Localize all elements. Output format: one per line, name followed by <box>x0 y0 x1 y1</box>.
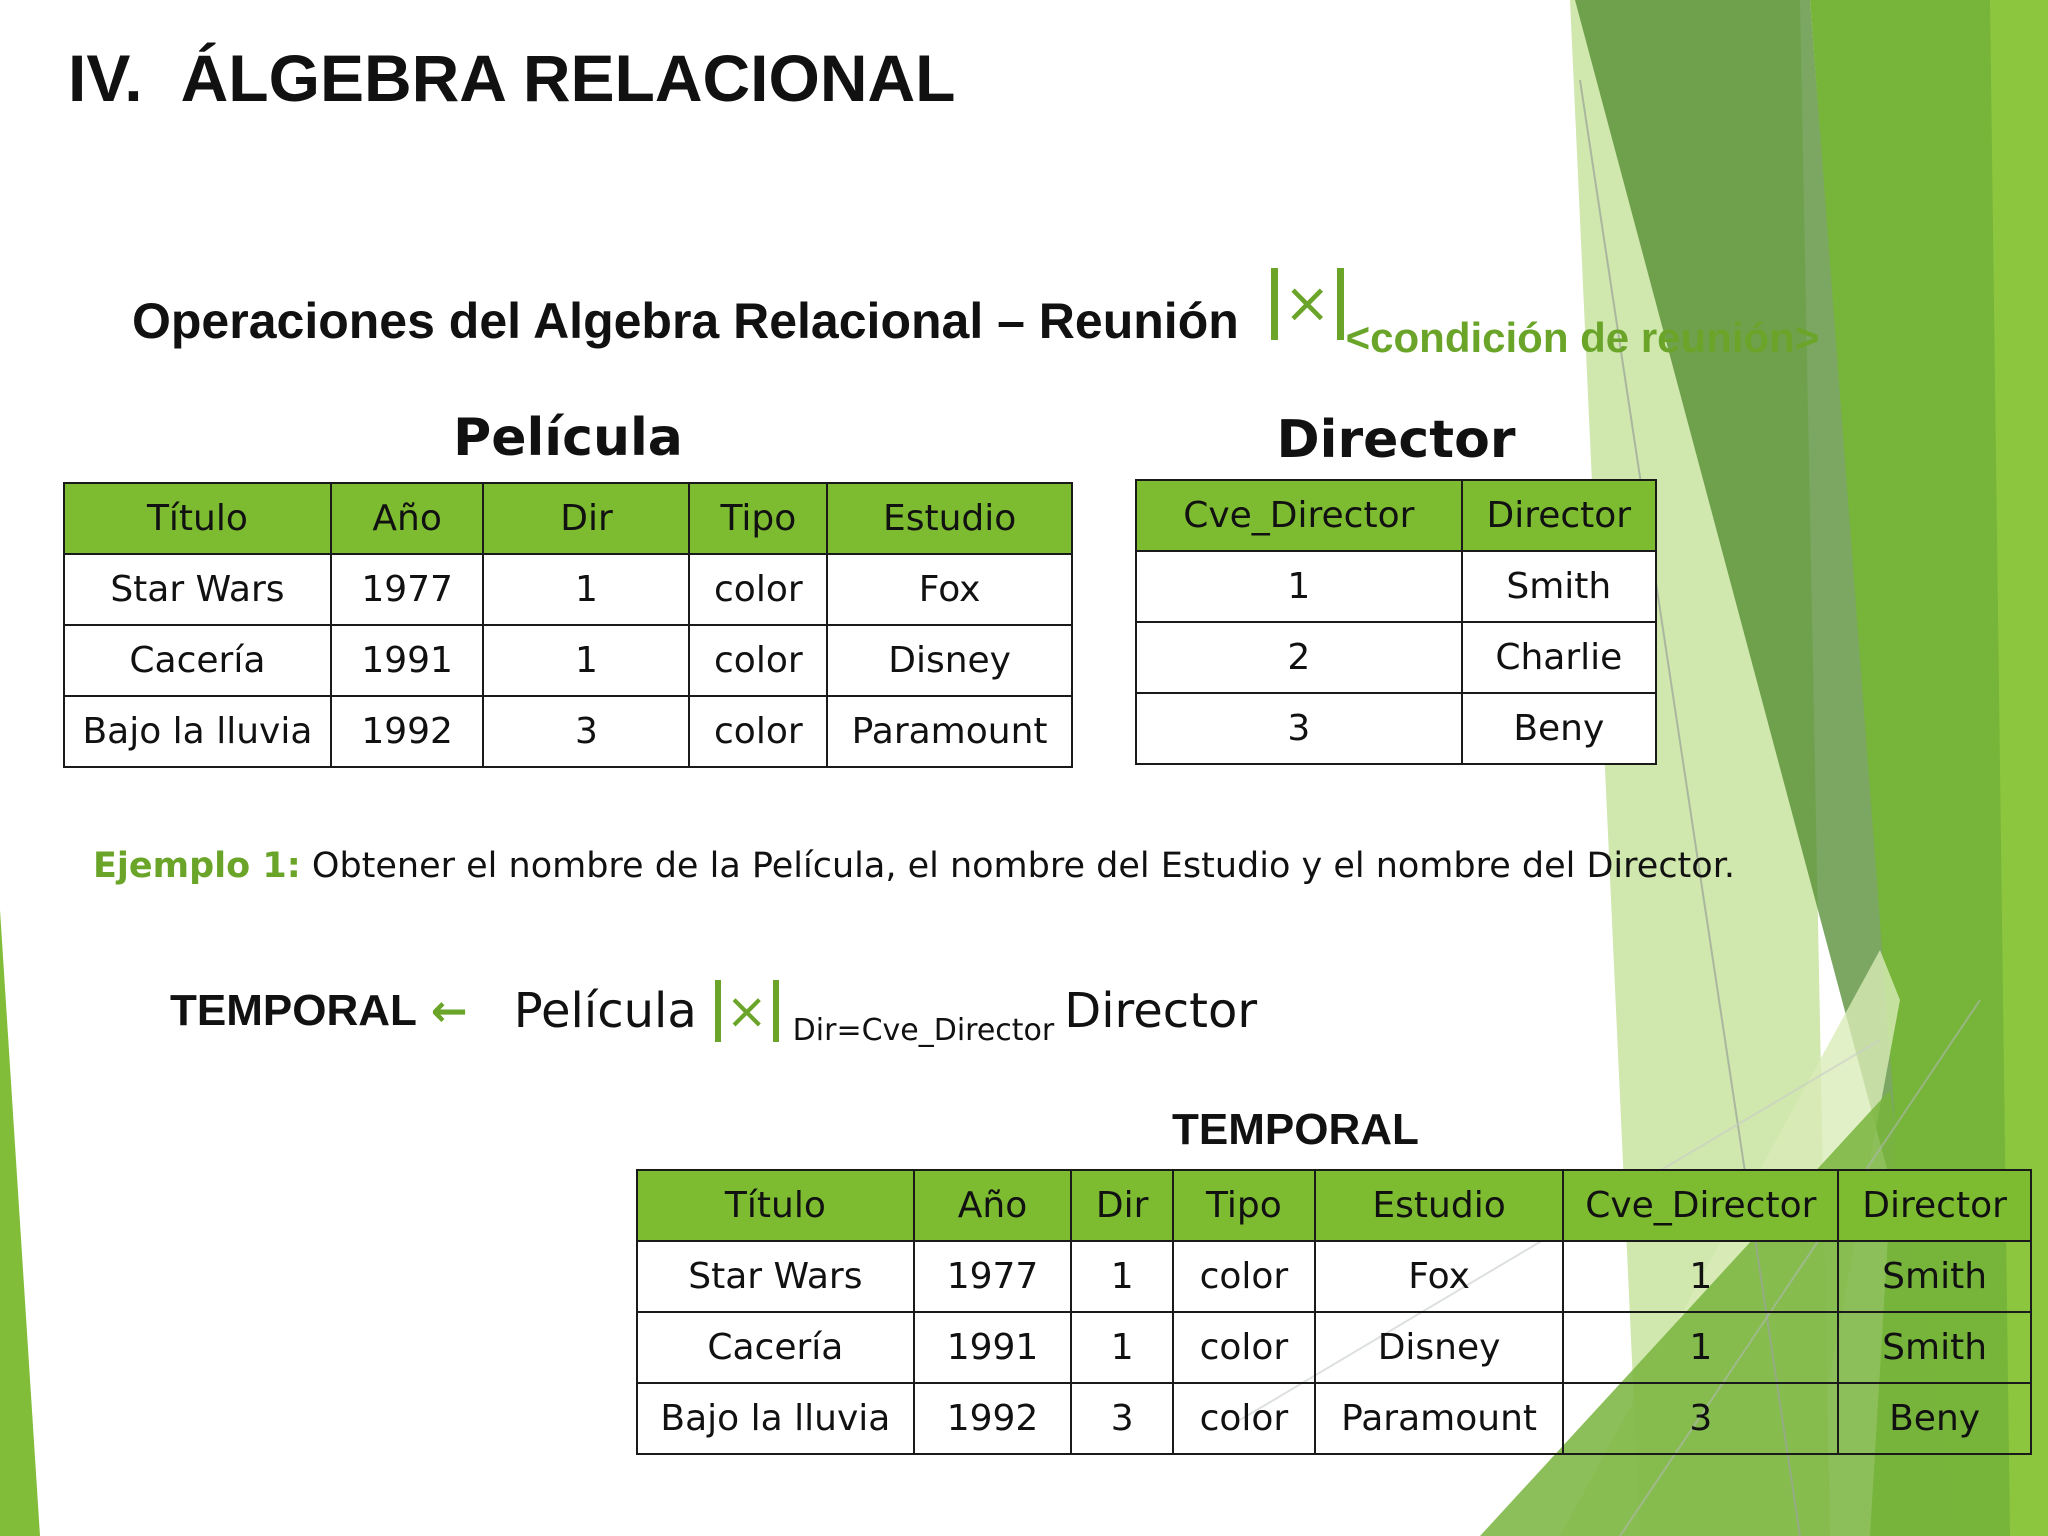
column-header: Año <box>331 483 484 554</box>
table-cell: 1 <box>1563 1241 1838 1312</box>
pelicula-table <box>63 482 1073 768</box>
table-row <box>637 1312 2031 1383</box>
table-cell: 1 <box>1563 1312 1838 1383</box>
table-cell: Disney <box>1315 1312 1564 1383</box>
table-cell: Bajo la lluvia <box>64 696 331 767</box>
table-row <box>64 625 1072 696</box>
table-header-row <box>637 1170 2031 1241</box>
table-cell: Fox <box>1315 1241 1564 1312</box>
column-header: Título <box>64 483 331 554</box>
temporal-table <box>636 1169 2032 1455</box>
table-cell: 1 <box>483 554 689 625</box>
table-cell: color <box>1173 1241 1315 1312</box>
column-header: Cve_Director <box>1563 1170 1838 1241</box>
table-row <box>637 1241 2031 1312</box>
table-cell: Star Wars <box>637 1241 914 1312</box>
expression-left-relation: Película <box>513 983 697 1039</box>
bg-shape-left <box>0 910 40 1536</box>
table-cell: Disney <box>827 625 1072 696</box>
table-row <box>1136 622 1656 693</box>
expression-target: TEMPORAL <box>170 986 417 1035</box>
table-cell: Fox <box>827 554 1072 625</box>
table-cell: Charlie <box>1462 622 1656 693</box>
table-cell: 2 <box>1136 622 1462 693</box>
slide-number: IV. <box>68 41 143 115</box>
expression-condition: Dir=Cve_Director <box>792 1013 1055 1048</box>
table-row <box>1136 693 1656 764</box>
example-text: Obtener el nombre de la Película, el nombre del Estudio y el nombre del Director. <box>311 846 1735 886</box>
table-cell: 1991 <box>331 625 484 696</box>
table-cell: Smith <box>1838 1312 2031 1383</box>
table-cell: color <box>689 696 827 767</box>
table-cell: Cacería <box>637 1312 914 1383</box>
assign-arrow-icon: ← <box>430 985 468 1037</box>
section-subtitle <box>132 268 1819 362</box>
table-cell: Beny <box>1462 693 1656 764</box>
table-cell: color <box>689 554 827 625</box>
table-cell: Beny <box>1838 1383 2031 1454</box>
column-header: Estudio <box>1315 1170 1564 1241</box>
column-header: Tipo <box>689 483 827 554</box>
table-cell: 3 <box>1071 1383 1173 1454</box>
column-header: Dir <box>483 483 689 554</box>
table-cell: 1992 <box>331 696 484 767</box>
table-cell: 1977 <box>914 1241 1072 1312</box>
table-cell: color <box>1173 1383 1315 1454</box>
table-cell: 1 <box>1071 1312 1173 1383</box>
table-cell: 1991 <box>914 1312 1072 1383</box>
table-cell: Paramount <box>1315 1383 1564 1454</box>
table-header-row <box>1136 480 1656 551</box>
table-cell: Cacería <box>64 625 331 696</box>
join-symbol-icon: × <box>1271 268 1344 340</box>
table-row <box>637 1383 2031 1454</box>
table-cell: Smith <box>1462 551 1656 622</box>
column-header: Director <box>1838 1170 2031 1241</box>
table-cell: Paramount <box>827 696 1072 767</box>
slide-title-text: ÁLGEBRA RELACIONAL <box>180 41 956 115</box>
column-header: Estudio <box>827 483 1072 554</box>
column-header: Título <box>637 1170 914 1241</box>
table-cell: color <box>689 625 827 696</box>
subtitle-text: Operaciones del Algebra Relacional – Reunión <box>132 293 1239 349</box>
table-cell: 3 <box>483 696 689 767</box>
table-cell: 1992 <box>914 1383 1072 1454</box>
table-cell: Star Wars <box>64 554 331 625</box>
expression-right-relation: Director <box>1064 983 1258 1039</box>
join-condition-label: <condición de reunión> <box>1345 314 1820 361</box>
table-cell: 1 <box>483 625 689 696</box>
table-row <box>1136 551 1656 622</box>
table-cell: 1977 <box>331 554 484 625</box>
table-cell: 3 <box>1136 693 1462 764</box>
table-cell: 1 <box>1136 551 1462 622</box>
table-cell: Smith <box>1838 1241 2031 1312</box>
column-header: Dir <box>1071 1170 1173 1241</box>
example-label: Ejemplo 1: <box>93 846 301 886</box>
table-header-row <box>64 483 1072 554</box>
join-symbol-icon: × <box>715 980 779 1042</box>
table-row <box>64 696 1072 767</box>
table-cell: color <box>1173 1312 1315 1383</box>
table-cell: Bajo la lluvia <box>637 1383 914 1454</box>
table-cell: 3 <box>1563 1383 1838 1454</box>
table-cell: 1 <box>1071 1241 1173 1312</box>
column-header: Año <box>914 1170 1072 1241</box>
join-expression <box>170 980 1258 1048</box>
column-header: Tipo <box>1173 1170 1315 1241</box>
temporal-caption: TEMPORAL <box>1172 1105 1419 1154</box>
column-header: Cve_Director <box>1136 480 1462 551</box>
column-header: Director <box>1462 480 1656 551</box>
slide-title <box>68 40 956 116</box>
table-row <box>64 554 1072 625</box>
example-statement <box>93 846 1735 886</box>
director-caption: Director <box>1276 410 1516 470</box>
pelicula-caption: Película <box>453 408 683 468</box>
director-table <box>1135 479 1657 765</box>
